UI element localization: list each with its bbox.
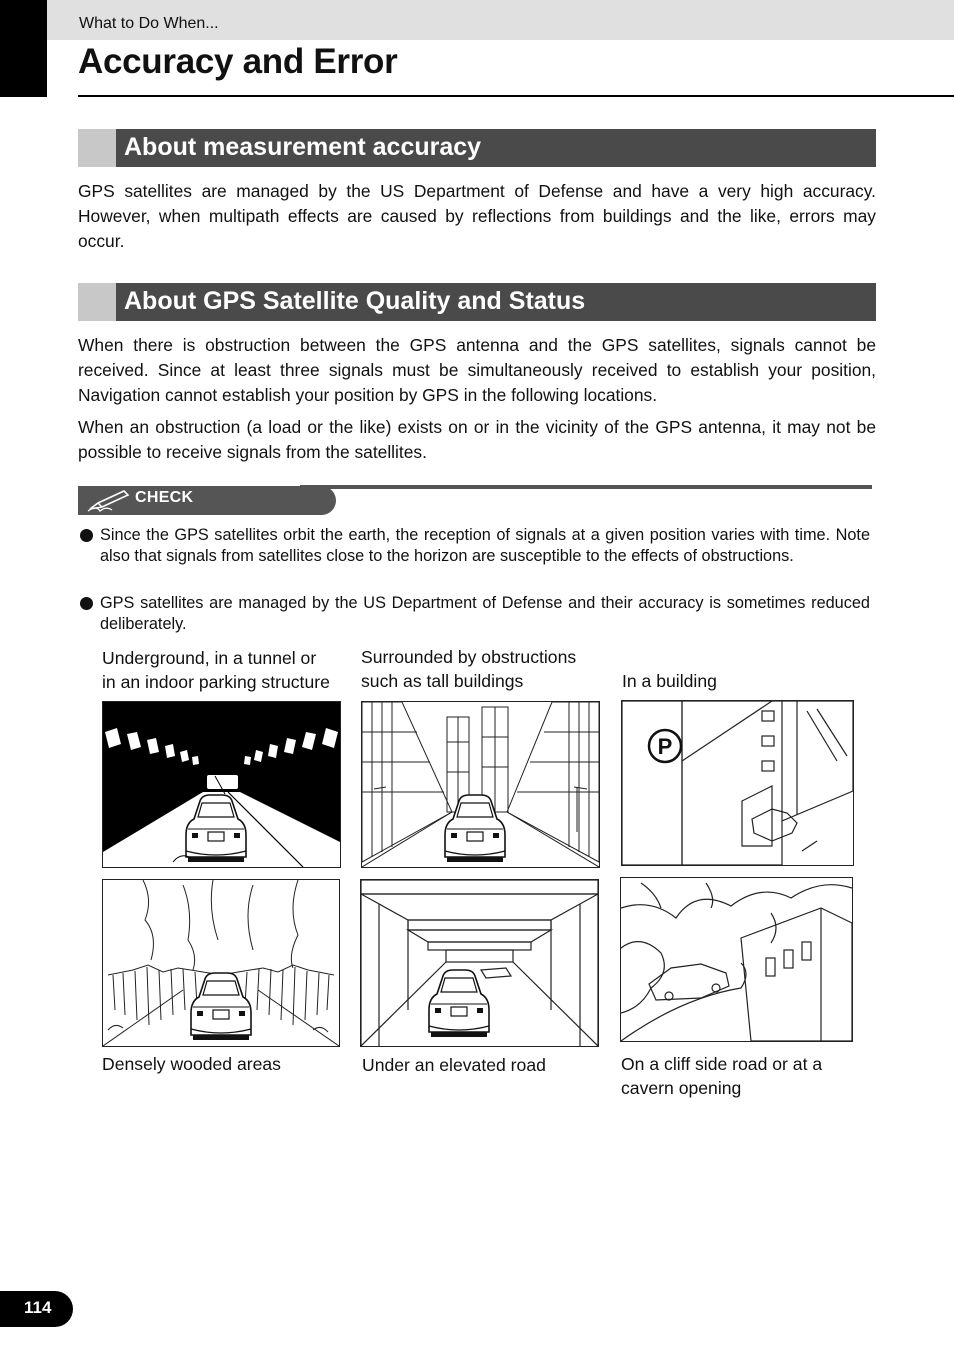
illustration-elevated-road bbox=[360, 879, 599, 1047]
caption-woods: Densely wooded areas bbox=[102, 1054, 281, 1074]
section-heading-label: About GPS Satellite Quality and Status bbox=[124, 287, 586, 315]
paragraph-measurement-accuracy: GPS satellites are managed by the US Department of Defense and have a very high accuracy. However, when multipath effects are caused by reflections from buildings and the like, errors may occur. bbox=[78, 181, 876, 251]
title-rule bbox=[78, 95, 954, 97]
check-item-accuracy bbox=[80, 593, 870, 634]
section-heading-label: About measurement accuracy bbox=[124, 133, 482, 161]
illustration-tall-buildings bbox=[361, 701, 600, 868]
illustration-cliff-road bbox=[620, 877, 853, 1042]
pencil-note-icon bbox=[86, 489, 132, 513]
illustration-in-building bbox=[621, 700, 854, 866]
caption-buildings bbox=[361, 645, 576, 693]
caption-tunnel bbox=[102, 646, 330, 694]
caption-line: On a cliff side road or at a bbox=[621, 1054, 823, 1074]
bullet-icon bbox=[80, 597, 93, 610]
parking-sign-letter: P bbox=[657, 734, 673, 759]
check-item-text: Since the GPS satellites orbit the earth, the reception of signals at a given position varies with time. Note also that signals from satellites close to the horizon are susceptible to the effects of obstructions. bbox=[100, 526, 870, 565]
check-item-text: GPS satellites are managed by the US Department of Defense and their accuracy is sometimes reduced deliberately. bbox=[100, 594, 870, 633]
caption-line: Surrounded by obstructions bbox=[361, 647, 577, 667]
section-heading-accent bbox=[78, 283, 116, 321]
section-heading-accent bbox=[78, 129, 116, 167]
breadcrumb: What to Do When... bbox=[79, 15, 219, 32]
black-edge-tab bbox=[0, 0, 47, 97]
check-item-orbit bbox=[80, 525, 870, 566]
caption-line: Underground, in a tunnel or bbox=[102, 648, 317, 668]
caption-indoor: In a building bbox=[622, 671, 717, 691]
paragraph-obstruction: When there is obstruction between the GPS antenna and the GPS satellites, signals cannot be received. Since at least three signals must be simultaneously received to establish your position, Navigation cannot establish your position by GPS in the following locations. bbox=[78, 335, 876, 405]
page-title: Accuracy and Error bbox=[78, 42, 398, 81]
caption-line: such as tall buildings bbox=[361, 671, 524, 691]
bullet-icon bbox=[80, 529, 93, 542]
caption-line: cavern opening bbox=[621, 1078, 742, 1098]
caption-cliff bbox=[621, 1052, 822, 1100]
page-number: 114 bbox=[0, 1291, 73, 1327]
check-rule bbox=[300, 485, 872, 489]
check-label-pill bbox=[78, 486, 336, 515]
section-heading-measurement-accuracy bbox=[78, 129, 876, 167]
illustration-woods bbox=[102, 879, 340, 1047]
caption-line: in an indoor parking structure bbox=[102, 672, 330, 692]
caption-elevated: Under an elevated road bbox=[362, 1055, 546, 1075]
paragraph-antenna-load: When an obstruction (a load or the like) exists on or in the vicinity of the GPS antenna, it may not be possible to receive signals from the satellites. bbox=[78, 417, 876, 462]
illustration-tunnel bbox=[102, 701, 341, 868]
check-label: CHECK bbox=[135, 489, 194, 506]
section-heading-satellite-quality bbox=[78, 283, 876, 321]
